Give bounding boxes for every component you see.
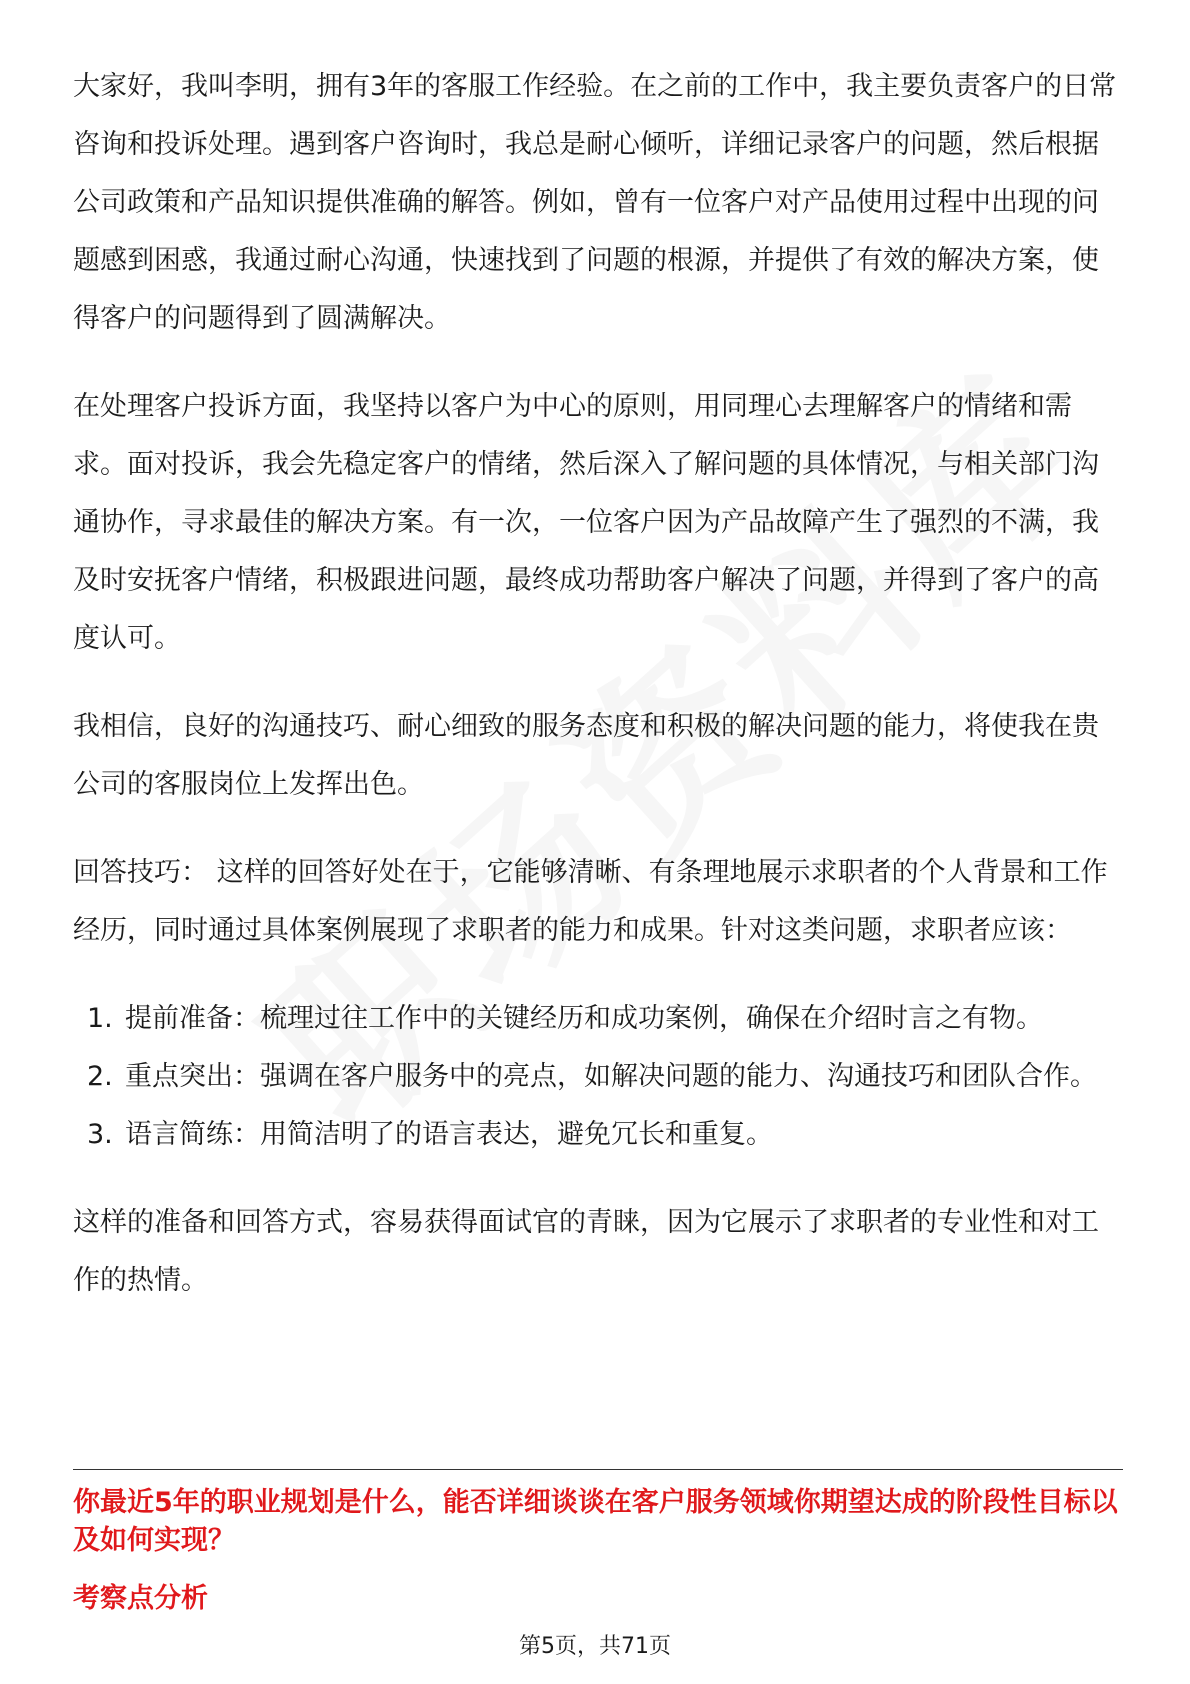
list-number: 3.	[87, 1119, 113, 1150]
paragraph-belief: 我相信，良好的沟通技巧、耐心细致的服务态度和积极的解决问题的能力，将使我在贵公司的客服岗位上发挥出色。	[73, 711, 1099, 800]
list-number: 2.	[87, 1061, 113, 1092]
paragraph-intro: 大家好，我叫李明，拥有3年的客服工作经验。在之前的工作中，我主要负责客户的日常咨询和投诉处理。遇到客户咨询时，我总是耐心倾听，详细记录客户的问题，然后根据公司政策和产品知识提供准确的解答。例如，曾有一位客户对产品使用过程中出现的问题感到困惑，我通过耐心沟通，快速找到了问题的根源，并提供了有效的解决方案，使得客户的问题得到了圆满解决。	[73, 71, 1117, 334]
paragraph-closing: 这样的准备和回答方式，容易获得面试官的青睐，因为它展示了求职者的专业性和对工作的热情。	[73, 1207, 1099, 1296]
page-footer: 第5页，共71页	[519, 1634, 671, 1659]
list-item	[73, 990, 1123, 1048]
list-text: 提前准备：梳理过往工作中的关键经历和成功案例，确保在介绍时言之有物。	[125, 1003, 1043, 1034]
list-item	[73, 1048, 1123, 1106]
analysis-heading: 考察点分析	[73, 1583, 208, 1614]
list-number: 1.	[87, 1003, 113, 1034]
section-divider	[73, 1469, 1123, 1470]
tips-list	[73, 990, 1123, 1164]
list-item	[73, 1106, 1123, 1164]
list-text: 重点突出：强调在客户服务中的亮点，如解决问题的能力、沟通技巧和团队合作。	[125, 1061, 1097, 1092]
list-text: 语言简练：用简洁明了的语言表达，避免冗长和重复。	[125, 1119, 773, 1150]
question-heading: 你最近5年的职业规划是什么，能否详细谈谈在客户服务领域你期望达成的阶段性目标以及如何实现？	[73, 1487, 1118, 1556]
paragraph-complaints: 在处理客户投诉方面，我坚持以客户为中心的原则，用同理心去理解客户的情绪和需求。面对投诉，我会先稳定客户的情绪，然后深入了解问题的具体情况，与相关部门沟通协作，寻求最佳的解决方案。有一次，一位客户因为产品故障产生了强烈的不满，我及时安抚客户情绪，积极跟进问题，最终成功帮助客户解决了问题，并得到了客户的高度认可。	[73, 391, 1099, 654]
document-body	[73, 58, 1123, 1340]
paragraph-tips: 回答技巧： 这样的回答好处在于，它能够清晰、有条理地展示求职者的个人背景和工作经历，同时通过具体案例展现了求职者的能力和成果。针对这类问题，求职者应该：	[73, 857, 1108, 946]
